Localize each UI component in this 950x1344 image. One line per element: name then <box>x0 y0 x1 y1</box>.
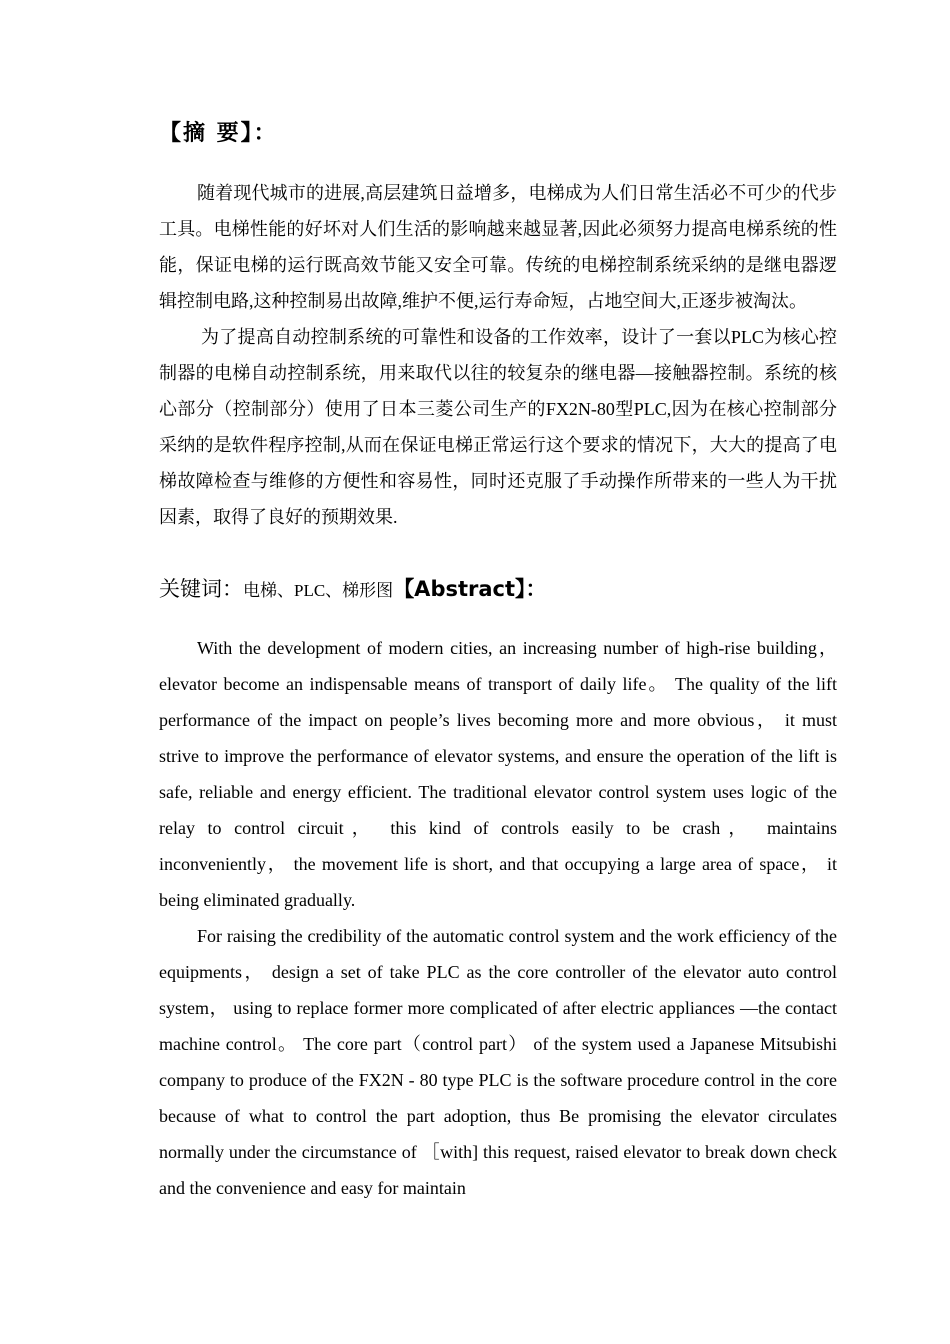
abstract-en-paragraph-1: With the development of modern cities, an increasing number of high-rise building， elevator become an indispensable means of transport of daily life。 The quality of the lift performance of the impact on people’s lives becoming more and more obvious， it must strive to improve the performance of elevator systems, and ensure the operation of the lift is safe, reliable and energy efficient. The traditional elevator control system uses logic of the relay to control circuit， this kind of controls easily to be crash， maintains inconveniently， the movement life is short, and that occupying a large area of space， it being eliminated gradually. <box>159 638 837 910</box>
abstract-zh-heading: 【摘 要】： <box>159 121 278 146</box>
abstract-en-heading: 【Abstract】： <box>393 577 547 601</box>
keywords-colon: ： <box>222 577 243 601</box>
abstract-en-body <box>159 630 837 1206</box>
keywords-value: 电梯、PLC、梯形图 <box>243 581 394 600</box>
keywords-line <box>159 574 547 607</box>
abstract-zh-body <box>159 175 837 535</box>
abstract-zh-paragraph-2: 为了提高自动控制系统的可靠性和设备的工作效率，设计了一套以PLC为核心控制器的电梯自动控制系统，用来取代以往的较复杂的继电器—接触器控制。系统的核心部分（控制部分）使用了日本三菱公司生产的FX2N-80型PLC,因为在核心控制部分采纳的是软件程序控制,从而在保证电梯正常运行这个要求的情况下，大大的提高了电梯故障检查与维修的方便性和容易性，同时还克服了手动操作所带来的一些人为干扰因素，取得了良好的预期效果. <box>159 327 837 527</box>
keywords-label: 关键词 <box>159 577 222 601</box>
abstract-en-paragraph-2: For raising the credibility of the automatic control system and the work efficiency of the equipments， design a set of take PLC as the core controller of the elevator auto control system， using to replace former more complicated of after electric appliances —the contact machine control。 The core part（control part） of the system used a Japanese Mitsubishi company to produce of the FX2N - 80 type PLC is the software procedure control in the core because of what to control the part adoption, thus Be promising the elevator circulates normally under the circumstance of ［with] this request, raised elevator to break down check and the convenience and easy for maintain <box>159 926 837 1198</box>
abstract-zh-paragraph-1: 随着现代城市的进展,高层建筑日益增多，电梯成为人们日常生活必不可少的代步工具。电梯性能的好坏对人们生活的影响越来越显著,因此必须努力提高电梯系统的性能，保证电梯的运行既高效节能又安全可靠。传统的电梯控制系统采纳的是继电器逻辑控制电路,这种控制易出故障,维护不便,运行寿命短，占地空间大,正逐步被淘汰。 <box>159 183 837 311</box>
